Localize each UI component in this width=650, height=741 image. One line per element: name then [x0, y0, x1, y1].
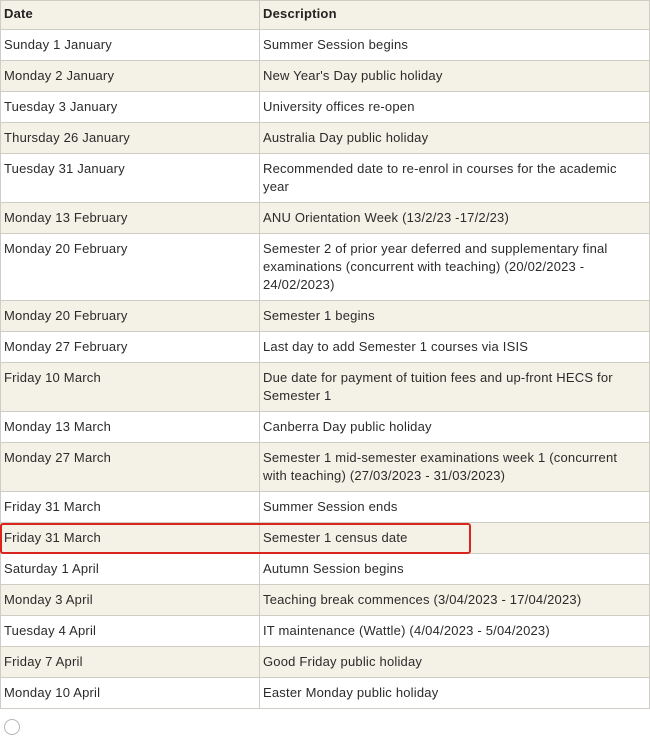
row-date: Friday 31 March	[1, 492, 260, 523]
row-description: Recommended date to re-enrol in courses for the academic year	[260, 154, 650, 203]
table-row	[1, 301, 650, 332]
table-row	[1, 92, 650, 123]
row-description: Canberra Day public holiday	[260, 412, 650, 443]
row-date: Monday 20 February	[1, 234, 260, 301]
row-date: Sunday 1 January	[1, 30, 260, 61]
table-row	[1, 678, 650, 709]
row-date: Monday 27 March	[1, 443, 260, 492]
row-description: University offices re-open	[260, 92, 650, 123]
row-description: Teaching break commences (3/04/2023 - 17/04/2023)	[260, 585, 650, 616]
watermark-logo-icon	[4, 719, 20, 735]
row-description: Semester 1 census date	[260, 523, 650, 554]
row-description: Summer Session begins	[260, 30, 650, 61]
row-date: Monday 13 February	[1, 203, 260, 234]
row-description: Australia Day public holiday	[260, 123, 650, 154]
watermark	[4, 718, 26, 735]
row-date: Thursday 26 January	[1, 123, 260, 154]
row-description: Autumn Session begins	[260, 554, 650, 585]
table-row	[1, 412, 650, 443]
row-description: Semester 2 of prior year deferred and supplementary final examinations (concurrent with teaching) (20/02/2023 - 24/02/2023)	[260, 234, 650, 301]
row-date: Tuesday 4 April	[1, 616, 260, 647]
table-row	[1, 647, 650, 678]
row-description: Summer Session ends	[260, 492, 650, 523]
table-row	[1, 61, 650, 92]
table-row	[1, 616, 650, 647]
table-row	[1, 443, 650, 492]
table-row	[1, 30, 650, 61]
table-row	[1, 554, 650, 585]
row-date: Tuesday 31 January	[1, 154, 260, 203]
table-row	[1, 492, 650, 523]
table-row	[1, 363, 650, 412]
row-date: Friday 10 March	[1, 363, 260, 412]
row-date: Monday 13 March	[1, 412, 260, 443]
row-description: Last day to add Semester 1 courses via ISIS	[260, 332, 650, 363]
row-description: Good Friday public holiday	[260, 647, 650, 678]
row-date: Monday 2 January	[1, 61, 260, 92]
column-header-description: Description	[260, 1, 650, 30]
row-description: ANU Orientation Week (13/2/23 -17/2/23)	[260, 203, 650, 234]
row-date: Saturday 1 April	[1, 554, 260, 585]
row-date: Monday 20 February	[1, 301, 260, 332]
row-date: Monday 10 April	[1, 678, 260, 709]
table-row	[1, 234, 650, 301]
table-row	[1, 585, 650, 616]
row-description: Due date for payment of tuition fees and up-front HECS for Semester 1	[260, 363, 650, 412]
row-date: Tuesday 3 January	[1, 92, 260, 123]
row-date: Monday 27 February	[1, 332, 260, 363]
row-description: Semester 1 mid-semester examinations week 1 (concurrent with teaching) (27/03/2023 - 31/03/2023)	[260, 443, 650, 492]
row-description: Easter Monday public holiday	[260, 678, 650, 709]
table-row	[1, 203, 650, 234]
row-date: Friday 7 April	[1, 647, 260, 678]
table-row	[1, 123, 650, 154]
row-description: IT maintenance (Wattle) (4/04/2023 - 5/04/2023)	[260, 616, 650, 647]
row-date: Friday 31 March	[1, 523, 260, 554]
calendar-table-body	[1, 30, 650, 709]
row-description: New Year's Day public holiday	[260, 61, 650, 92]
table-row	[1, 523, 650, 554]
table-row	[1, 154, 650, 203]
table-row	[1, 332, 650, 363]
row-description: Semester 1 begins	[260, 301, 650, 332]
column-header-date: Date	[1, 1, 260, 30]
row-date: Monday 3 April	[1, 585, 260, 616]
table-header-row	[1, 1, 650, 30]
